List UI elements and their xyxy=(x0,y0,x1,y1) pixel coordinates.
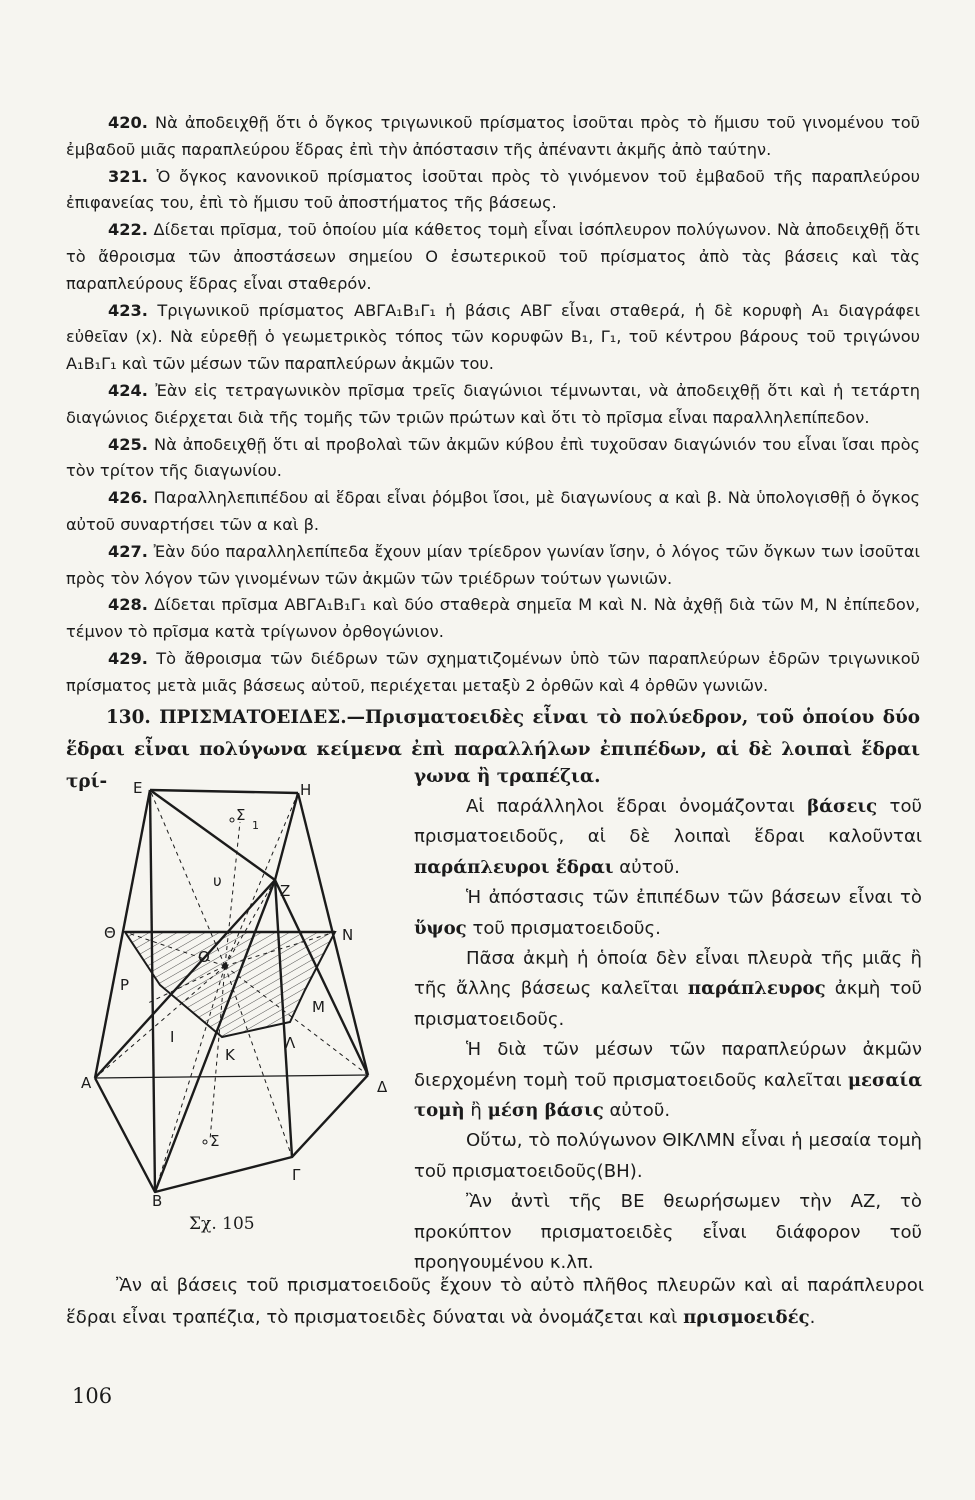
term-lateral-faces: παράπλευροι ἕδραι xyxy=(414,856,614,878)
text-run: αὐτοῦ. xyxy=(603,1100,671,1122)
exercise-text: Ἐὰν δύο παραλληλεπίπεδα ἔχουν μίαν τρίεδρον γωνίαν ἴσην, ὁ λόγος τῶν ὄγκων των ἰσοῦται πρὸς τὸν λόγον τῶν γινομένων τῶν ἀκμῶν τῶν τριέδρων τούτων γωνιῶν. xyxy=(66,541,920,588)
paragraph-lateral-edge xyxy=(414,944,922,1035)
exercise-422 xyxy=(66,217,920,297)
exercise-number: 420. xyxy=(108,113,148,132)
exercise-number: 422. xyxy=(108,220,148,240)
label-k: Κ xyxy=(225,1046,235,1064)
exercise-number: 426. xyxy=(108,488,148,508)
exercise-text: Νὰ ἀποδειχθῇ ὅτι ὁ ὄγκος τριγωνικοῦ πρίσματος ἰσοῦται πρὸς τὸ ἥμισυ τοῦ γινομένου τοῦ ἐμβαδοῦ μιᾶς παραπλεύρου ἕδρας ἐπὶ τὴν ἀπόστασιν τῆς ἀπέναντι ἀκμῆς ἀπὸ ταύτην. xyxy=(66,113,920,159)
label-p: Ρ xyxy=(120,976,130,994)
figure-caption: Σχ. 105 xyxy=(189,1214,255,1234)
exercise-number: 427. xyxy=(108,541,148,561)
label-sigma: Σ xyxy=(210,1132,220,1150)
label-gamma: Γ xyxy=(292,1166,301,1184)
exercise-text: Δίδεται πρῖσμα, τοῦ ὁποίου μία κάθετος τομὴ εἶναι ἰσόπλευρον πολύγωνον. Νὰ ἀποδειχθῇ ὅτι τὸ ἄθροισμα τῶν ἀποστάσεων σημείου Ο ἐσωτερικοῦ τοῦ πρίσματος ἀπὸ τὰς βάσεις καὶ τὰς παραπλεύρους ἕδρας εἶναι σταθερόν. xyxy=(66,220,920,293)
label-delta: Δ xyxy=(377,1078,388,1096)
term-height: ὕψος xyxy=(414,917,467,939)
label-z: Ζ xyxy=(280,882,291,900)
term-prismoid: πρισμοειδές xyxy=(683,1307,810,1328)
point-s1 xyxy=(230,818,234,822)
exercise-424 xyxy=(66,378,920,432)
text-run: ἀκμὴ τοῦ πρισματοειδοῦς. xyxy=(414,978,922,1030)
text-run: . xyxy=(809,1307,816,1328)
exercise-426 xyxy=(66,485,920,539)
section-definition: —Πρισματοειδὲς εἶναι τὸ πολύεδρον, τοῦ ὁποίου δύο ἕδραι εἶναι πολύγωνα κείμενα ἐπὶ παραλλήλων ἐπιπέδων, αἱ δὲ λοιπαὶ ἕδραι τρί- xyxy=(66,707,920,792)
exercise-text: Παραλληλεπιπέδου αἱ ἕδραι εἶναι ῥόμβοι ἴσοι, μὲ διαγωνίους α καὶ β. Νὰ ὑπολογισθῇ ὁ ὄγκος αὐτοῦ συναρτήσει τῶν α καὶ β. xyxy=(66,488,921,534)
term-lateral-edge: παράπλευρος xyxy=(687,978,826,1000)
label-u: υ xyxy=(213,872,222,890)
label-n: Ν xyxy=(342,926,354,944)
exercise-number: 424. xyxy=(108,380,148,400)
exercise-321 xyxy=(66,164,920,218)
label-h: Η xyxy=(300,781,312,799)
label-m: Μ xyxy=(312,998,325,1016)
label-lambda: Λ xyxy=(285,1034,296,1052)
term-mid-section: μεσαία τομὴ xyxy=(414,1069,922,1122)
exercise-425 xyxy=(66,432,920,486)
exercise-text: Δίδεται πρῖσμα ΑΒΓΑ₁Β₁Γ₁ καὶ δύο σταθερὰ σημεῖα Μ καὶ Ν. Νὰ ἀχθῇ διὰ τῶν Μ, Ν ἐπίπεδον, τέμνον τὸ πρῖσμα κατὰ τρίγωνον ὀρθογώνιον. xyxy=(66,595,920,642)
paragraph-bases xyxy=(414,792,922,883)
exercise-text: Νὰ ἀποδειχθῇ ὅτι αἱ προβολαὶ τῶν ἀκμῶν κύβου ἐπὶ τυχοῦσαν διαγώνιόν του εἶναι ἴσαι πρὸς τὸν τρίτον τῆς διαγωνίου. xyxy=(66,434,920,481)
paragraph-prismoid xyxy=(66,1270,924,1334)
label-o: Ο xyxy=(198,948,210,966)
prismatoid-diagram xyxy=(81,776,409,1216)
label-a: Α xyxy=(81,1074,92,1092)
text-run: αὐτοῦ. xyxy=(613,856,680,878)
text-run: Ἂν αἱ βάσεις τοῦ πρισματοειδοῦς ἔχουν τὸ αὐτὸ πλῆθος πλευρῶν καὶ αἱ παράπλευροι ἕδραι εἶναι τραπέζια, τὸ πρισματοειδὲς δύναται νὰ ὀνομάζεται καὶ xyxy=(66,1275,924,1328)
prismatoid-edges xyxy=(95,790,368,1192)
section-title: ΠΡΙΣΜΑΤΟΕΙΔΕΣ. xyxy=(159,707,347,728)
label-sigma1: Σ xyxy=(236,806,246,824)
definition-column xyxy=(414,792,922,1279)
section-definition-end: γωνα ἢ τραπέζια. xyxy=(414,766,601,787)
exercise-number: 428. xyxy=(108,595,148,615)
point-o xyxy=(222,963,228,969)
base-back-edge xyxy=(95,1075,368,1078)
paragraph-example: Οὕτω, τὸ πολύγωνον ΘΙΚΛΜΝ εἶναι ἡ μεσαία τομὴ τοῦ πρισματοειδοῦς(ΒΗ). xyxy=(414,1130,922,1182)
text-run: Ἡ ἀπόστασις τῶν ἐπιπέδων τῶν βάσεων εἶναι τὸ xyxy=(466,887,922,909)
label-theta: Θ xyxy=(104,924,116,942)
page-number: 106 xyxy=(72,1384,113,1408)
exercise-number: 429. xyxy=(108,648,148,668)
label-e: Ε xyxy=(133,779,143,797)
exercise-text: Τὸ ἄθροισμα τῶν διέδρων τῶν σχηματιζομένων ὑπὸ τῶν παραπλεύρων ἑδρῶν τριγωνικοῦ πρίσματος μετὰ μιᾶς βάσεως αὐτοῦ, περιέχεται μεταξὺ 2 ὀρθῶν καὶ 4 ὀρθῶν γωνιῶν. xyxy=(66,648,920,695)
text-run: ἢ xyxy=(464,1100,488,1122)
exercise-429 xyxy=(66,646,920,700)
text-run: Ἡ διὰ τῶν μέσων τῶν παραπλεύρων ἀκμῶν διερχομένη τομὴ τοῦ πρισματοειδοῦς καλεῖται xyxy=(414,1039,922,1091)
text-run: τοῦ πρισματοειδοῦς, αἱ δὲ λοιπαὶ ἕδραι καλοῦνται xyxy=(414,796,922,848)
text-run: τοῦ πρισματοειδοῦς. xyxy=(466,917,661,939)
paragraph-alternative: Ἂν ἀντὶ τῆς ΒΕ θεωρήσωμεν τὴν ΑΖ, τὸ προκύπτον πρισματοειδὲς εἶναι διάφορον τοῦ προηγουμένου κ.λπ. xyxy=(414,1191,922,1274)
point-s xyxy=(203,1140,207,1144)
paragraph-mid-section xyxy=(414,1035,922,1126)
exercise-423 xyxy=(66,298,920,378)
term-mid-base: μέση βάσις xyxy=(487,1100,604,1122)
mid-section-polygon xyxy=(125,932,335,1037)
paragraph-height xyxy=(414,883,922,944)
label-i: Ι xyxy=(170,1028,175,1046)
exercise-number: 321. xyxy=(108,166,148,186)
figure-105 xyxy=(81,776,409,1216)
exercise-text: Ὁ ὄγκος κανονικοῦ πρίσματος ἰσοῦται πρὸς τὸ γινόμενον τοῦ ἐμβαδοῦ τῆς παραπλεύρου ἐπιφανείας του, ἐπὶ τὸ ἥμισυ τοῦ ἀποστήματος τῆς βάσεως. xyxy=(66,166,920,213)
term-bases: βάσεις xyxy=(807,796,878,817)
section-number: 130. xyxy=(106,707,151,728)
exercise-420 xyxy=(66,110,920,164)
text-run: Αἱ παράλληλοι ἕδραι ὀνομάζονται xyxy=(466,796,808,817)
exercise-text: Ἐὰν εἰς τετραγωνικὸν πρῖσμα τρεῖς διαγώνιοι τέμνωνται, νὰ ἀποδειχθῇ ὅτι καὶ ἡ τετάρτη διαγώνιος διέρχεται διὰ τῆς τομῆς τῶν τριῶν πρώτων καὶ ὅτι τὸ πρῖσμα εἶναι παραλληλεπίπεδον. xyxy=(66,380,920,427)
exercise-text: Τριγωνικοῦ πρίσματος ΑΒΓΑ₁Β₁Γ₁ ἡ βάσις ΑΒΓ εἶναι σταθερά, ἡ δὲ κορυφὴ Α₁ διαγράφει εὐθεῖαν (x). Νὰ εὑρεθῇ ὁ γεωμετρικὸς τόπος τῶν κορυφῶν Β₁, Γ₁, τοῦ κέντρου βάρους τοῦ τριγώνου Α₁Β₁Γ₁ καὶ τῶν μέσων τῶν παραπλεύρων ἀκμῶν του. xyxy=(66,300,921,374)
exercise-number: 425. xyxy=(108,434,148,454)
exercise-427 xyxy=(66,539,920,593)
text-run: Πᾶσα ἀκμὴ ἡ ὁποία δὲν εἶναι πλευρὰ τῆς μιᾶς ἢ τῆς ἄλλης βάσεως καλεῖται xyxy=(414,948,922,1000)
exercise-number: 423. xyxy=(108,300,148,320)
exercise-list xyxy=(66,110,920,700)
label-b: Β xyxy=(152,1192,163,1210)
label-sigma1-sub: 1 xyxy=(252,819,259,832)
exercise-428 xyxy=(66,592,920,646)
